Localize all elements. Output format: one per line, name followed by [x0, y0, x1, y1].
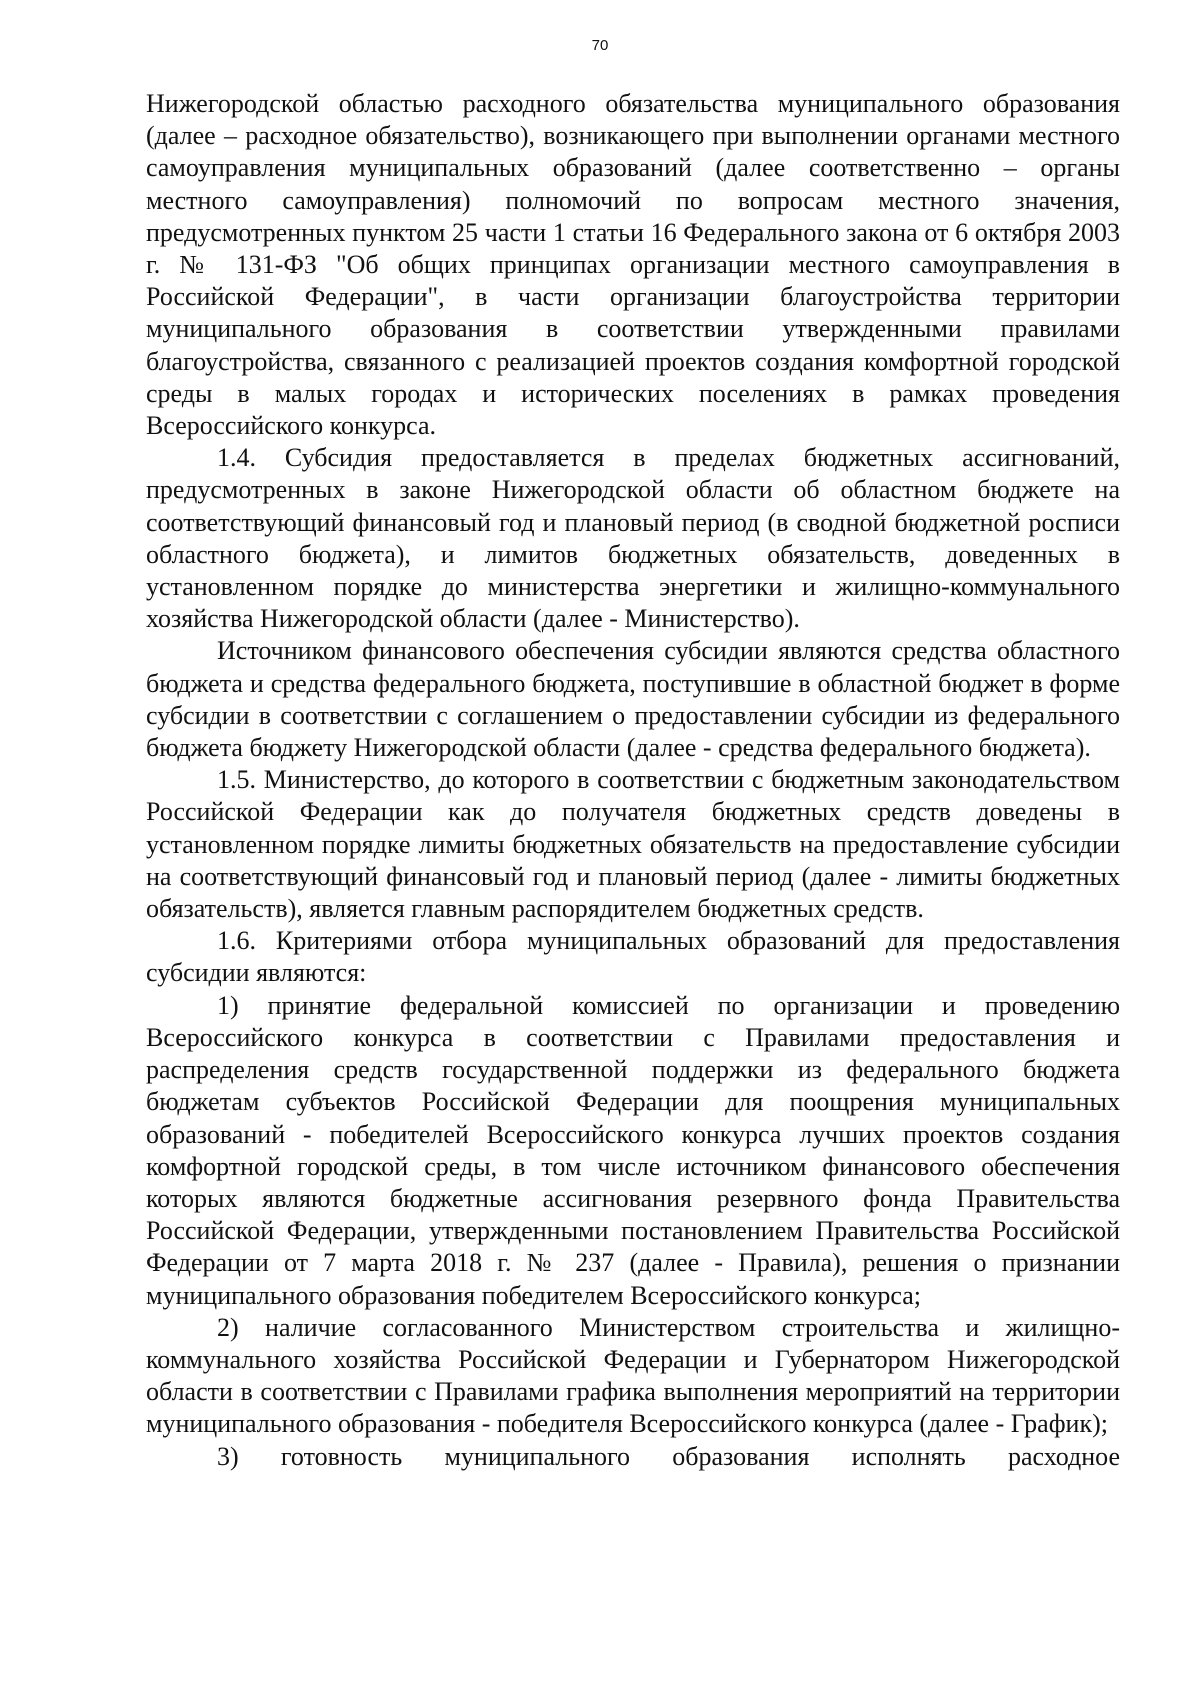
paragraph-1-5: 1.5. Министерство, до которого в соответствии с бюджетным законодательством Российской Федерации как до получателя бюджетных средств доведены в установленном порядке лимиты бюджетных обязательств на предоставление субсидии на соответствующий финансовый год и плановый период (далее - лимиты бюджетных обязательств), является главным распорядителем бюджетных средств. — [146, 765, 1120, 924]
paragraph-1-4: 1.4. Субсидия предоставляется в пределах бюджетных ассигнований, предусмотренных в законе Нижегородской области об областном бюджете на соответствующий финансовый год и плановый период (в сводной бюджетной росписи областного бюджета), и лимитов бюджетных обязательств, доведенных в установленном порядке до министерства энергетики и жилищно-коммунального хозяйства Нижегородской области (далее - Министерство). — [146, 443, 1120, 634]
criterion-3: 3) готовность муниципального образования исполнять расходное — [217, 1441, 1120, 1471]
paragraph-continuation: Нижегородской областью расходного обязательства муниципального образования (далее – расходное обязательство), возникающего при выполнении органами местного самоуправления муниципальных образований (далее соответственно – органы местного самоуправления) полномочий по вопросам местного значения, предусмотренных пунктом 25 части 1 статьи 16 Федерального закона от 6 октября 2003 г. № 131-ФЗ "Об общих принципах организации местного самоуправления в Российской Федерации", в части организации благоустройства территории муниципального образования в соответствии утвержденными правилами благоустройства, связанного с реализацией проектов создания комфортной городской среды в малых городах и исторических поселениях в рамках проведения Всероссийского конкурса. — [146, 89, 1120, 441]
criterion-1: 1) принятие федеральной комиссией по организации и проведению Всероссийского конкурса в соответствии с Правилами предоставления и распределения средств государственной поддержки из федерального бюджета бюджетам субъектов Российской Федерации для поощрения муниципальных образований - победителей Всероссийского конкурса лучших проектов создания комфортной городской среды, в том числе источником финансового обеспечения которых являются бюджетные ассигнования резервного фонда Правительства Российской Федерации, утвержденными постановлением Правительства Российской Федерации от 7 марта 2018 г. № 237 (далее - Правила), решения о признании муниципального образования победителем Всероссийского конкурса; — [146, 990, 1120, 1310]
page-number: 70 — [591, 37, 609, 54]
criterion-2: 2) наличие согласованного Министерством строительства и жилищно-коммунального хозяйства Российской Федерации и Губернатором Нижегородской области в соответствии с Правилами графика выполнения мероприятий на территории муниципального образования - победителя Всероссийского конкурса (далее - График); — [146, 1312, 1120, 1439]
paragraph-1-6: 1.6. Критериями отбора муниципальных образований для предоставления субсидии являются: — [146, 926, 1120, 988]
paragraph-funding-source: Источником финансового обеспечения субсидии являются средства областного бюджета и средства федерального бюджета, поступившие в областной бюджет в форме субсидии в соответствии с соглашением о предоставлении субсидии из федерального бюджета бюджету Нижегородской области (далее - средства федерального бюджета). — [146, 636, 1120, 763]
document-body — [146, 88, 1120, 1473]
